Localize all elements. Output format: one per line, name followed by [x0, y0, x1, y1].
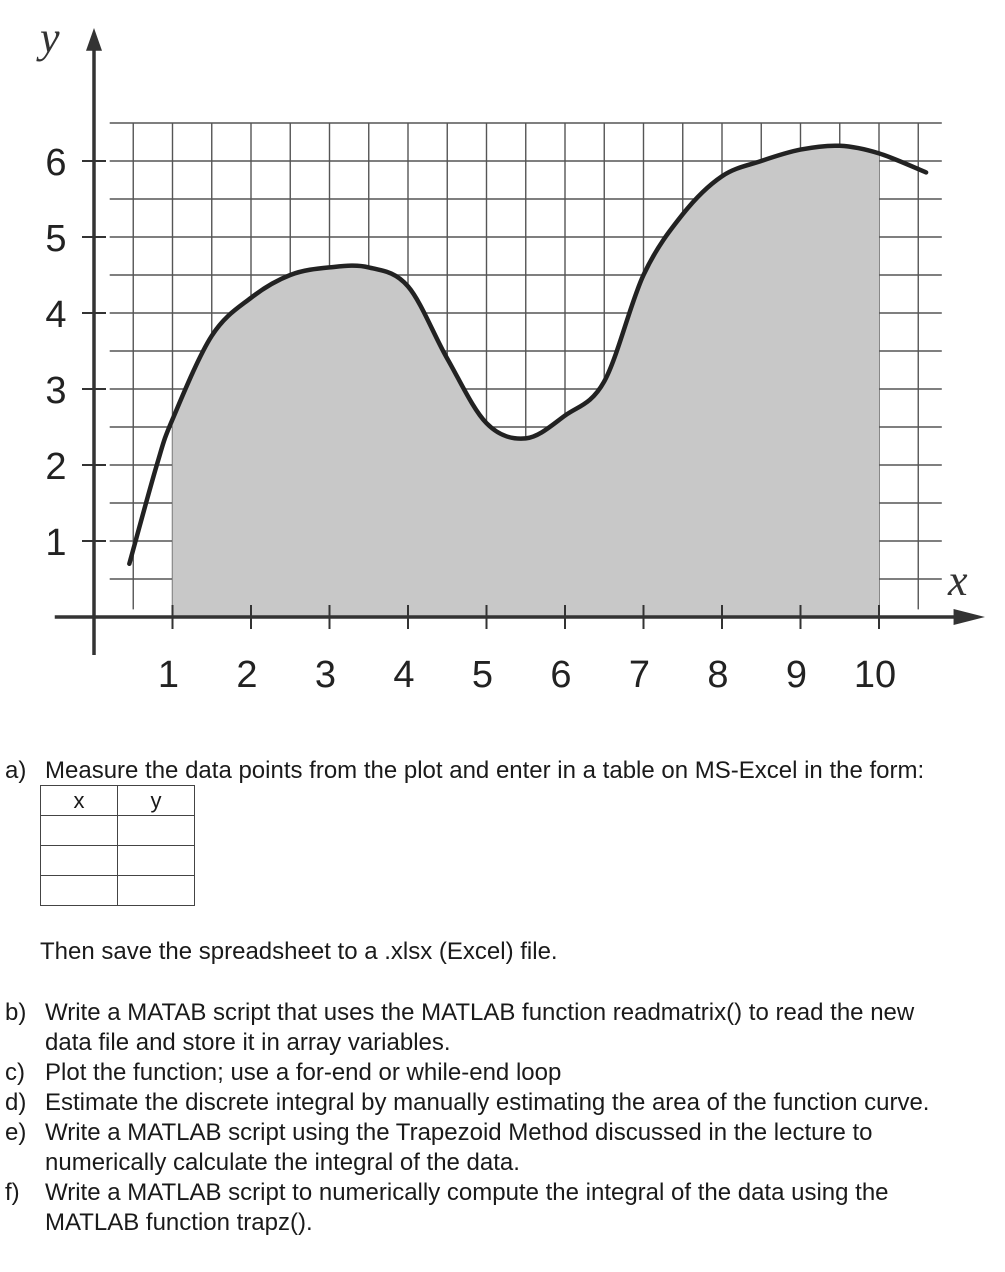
table-header-x: x — [41, 786, 118, 816]
x-tick-label: 8 — [707, 654, 729, 696]
y-tick-label: 5 — [45, 218, 67, 260]
xy-table — [40, 785, 195, 906]
table-header-y: y — [118, 786, 195, 816]
x-tick-label: 4 — [393, 654, 415, 696]
x-tick-label: 1 — [157, 654, 180, 696]
y-axis-label: y — [40, 13, 60, 62]
x-tick-label: 9 — [785, 654, 808, 696]
table-row — [41, 846, 195, 876]
y-tick-label: 6 — [45, 142, 67, 184]
question-a — [5, 756, 1005, 786]
question-d: d) Estimate the discrete integral by manually estimating the area of the function curve. — [5, 1089, 930, 1116]
x-tick-label: 2 — [236, 654, 258, 696]
question-marker: a) — [5, 757, 27, 784]
table-cell — [41, 816, 118, 846]
x-tick-label: 6 — [550, 654, 572, 696]
table-cell — [118, 876, 195, 906]
question-c: c) Plot the function; use a for-end or while-end loop — [5, 1059, 562, 1086]
x-tick-label: 7 — [628, 654, 651, 696]
y-tick-label: 3 — [45, 370, 67, 412]
question-text: Measure the data points from the plot and enter in a table on MS-Excel in the form: — [45, 757, 925, 784]
x-tick-label: 3 — [314, 654, 337, 696]
x-axis-arrow — [954, 609, 985, 625]
y-tick-label: 2 — [45, 446, 67, 488]
table-cell — [118, 816, 195, 846]
x-axis-label: x — [948, 556, 968, 605]
table-cell — [118, 846, 195, 876]
table-cell — [41, 876, 118, 906]
question-f: f) Write a MATLAB script to numerically compute the integral of the data using the MATLAB function trapz(). — [5, 1179, 889, 1236]
table-row — [41, 876, 195, 906]
table-cell — [41, 846, 118, 876]
save-note: Then save the spreadsheet to a .xlsx (Excel) file. — [40, 938, 558, 965]
table-row — [41, 816, 195, 846]
y-tick-label: 1 — [45, 522, 67, 564]
x-tick-label: 5 — [471, 654, 494, 696]
question-b: b) Write a MATAB script that uses the MATLAB function readmatrix() to read the new data file and store it in array variables. — [5, 999, 915, 1056]
x-tick-label: 10 — [853, 654, 897, 696]
y-axis-arrow — [86, 28, 102, 51]
question-e: e) Write a MATLAB script using the Trapezoid Method discussed in the lecture to numerically calculate the integral of the data. — [5, 1119, 873, 1176]
y-tick-label: 4 — [45, 294, 67, 336]
